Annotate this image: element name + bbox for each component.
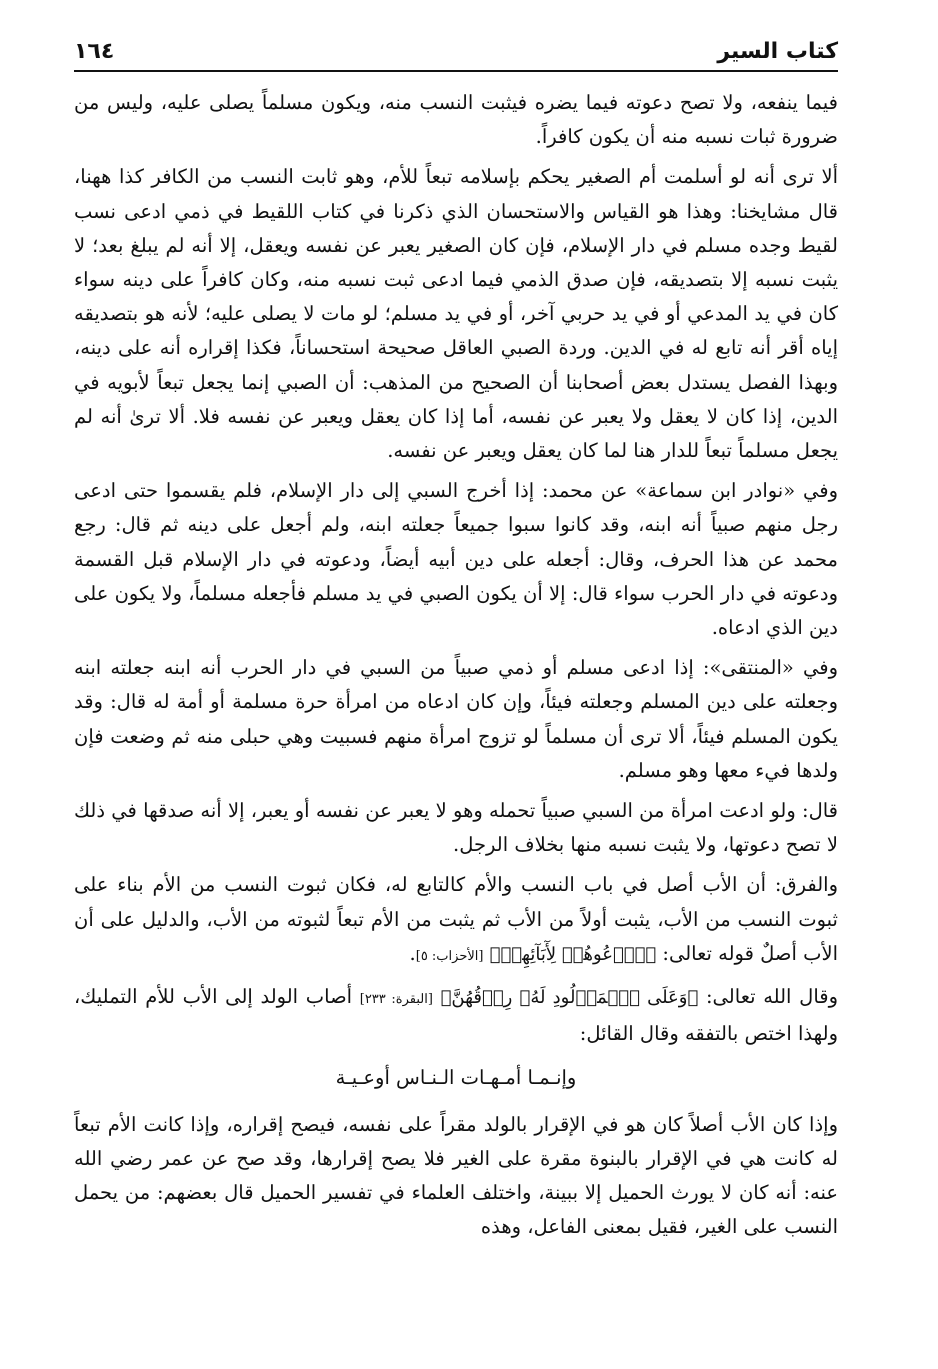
paragraph: فيما ينفعه، ولا تصح دعوته فيما يضره فيثبت النسب منه، ويكون مسلماً يصلى عليه، وليس من ضرورة ثبات نسبه منه أن يكون كافراً. (74, 91, 838, 149)
book-title: كتاب السير (717, 39, 838, 64)
page-body (74, 86, 838, 1251)
paragraph: وفي «المنتقى»: إذا ادعى مسلم أو ذمي صبياً من السبي في دار الحرب أنه ابنه جعلته ابنه وجعلته على دين المسلم وجعلته فيئاً، وإن كان ادعاه من امرأة حرة مسلمة أو أمة له قال: وقد يكون المسلم فيئاً، ألا ترى أن مسلماً لو تزوج امرأة منهم فسبيت وهي حبلى منه ثم وضعت فإن ولدها فيء معها وهو مسلم. (74, 656, 838, 782)
paragraph-text: أصاب الولد إلى الأب للأم التمليك، ولهذا اختص بالتفقه وقال القائل: (74, 985, 838, 1046)
page-number: ١٦٤ (74, 39, 115, 64)
paragraph: ألا ترى أنه لو أسلمت أم الصغير يحكم بإسلامه تبعاً للأم، وهو ثابت النسب من الكافر كذا ههنا، قال مشايخنا: وهذا هو القياس والاستحسان الذي ذكرنا في كتاب اللقيط في ذمي ادعى نسب لقيط وجده مسلم في دار الإسلام، فإن كان الصغير يعبر عن نفسه ويعقل، إلا أنه لم يبلغ بعد؛ لا يثبت نسبه إلا بتصديقه، فإن صدق الذمي فيما ادعى ثبت نسبه منه، وكان كافراً على دينه سواء كان في يد المدعي أو في يد حربي آخر، أو في يد مسلم؛ لو مات لا يصلى عليه؛ لأنه هو بتصديقه إياه أقر أنه تابع له في الدين. وردة الصبي العاقل صحيحة استحساناً، فكذا إقراره أنه على دينه، وبهذا الفصل يستدل بعض أصحابنا أن الصحيح من المذهب: أن الصبي إنما يجعل تبعاً لأبويه في الدين، إذا كان لا يعقل ولا يعبر عن نفسه، أما إذا كان يعقل ويعبر عن نفسه فلا. ألا ترىٰ أنه لم يجعل مسلماً تبعاً للدار هنا لما كان يعقل ويعبر عن نفسه. (74, 165, 838, 463)
paragraph: وإذا كان الأب أصلاً كان هو في الإقرار بالولد مقراً على نفسه، فيصح إقراره، وإذا كانت الأم تبعاً له كانت هي في الإقرار بالبنوة مقرة على الغير فلا يصح إقرارها، وقد صح عن عمر رضي الله عنه: أنه كان لا يورث الحميل إلا ببينة، واختلف العلماء في تفسير الحميل قال بعضهم: من يحمل النسب على الغير، فقيل بمعنى الفاعل، وهذه (74, 1112, 838, 1239)
paragraph: وفي «نوادر ابن سماعة» عن محمد: إذا أخرج السبي إلى دار الإسلام، فلم يقسموا حتى ادعى رجل منهم صبياً أنه ابنه، وقد كانوا سبوا جميعاً جعلته ابنه، ولم أجعل على دينه ثم قال: رجع محمد عن هذا الحرف، وقال: أجعله على دين أبيه أيضاً، ودعوته في دار الإسلام قبل القسمة ودعوته في دار الحرب سواء قال: إلا أن يكون الصبي في يد مسلم فأجعله مسلماً، ولا يكون على دين الذي ادعاه. (74, 479, 838, 640)
header-rule (74, 70, 838, 72)
poem-line: وإنـمـا أمـهـات الـنـاس أوعـيـة (335, 1066, 577, 1090)
paragraph (74, 980, 838, 1051)
verse-reference: [البقرة: ٢٣٣] (359, 992, 433, 1008)
paragraph: قال: ولو ادعت امرأة من السبي صبياً تحمله وهو لا يعبر عن نفسه أو يعبر، إلا أنه صدقها في ذلك لا تصح دعوتها، ولا يثبت نسبه منها بخلاف الرجل. (74, 799, 838, 857)
quran-verse: ﴿وَعَلَى ٱلۡمَوۡلُودِ لَهُۥ رِزۡقُهُنَّ﴾ (440, 987, 699, 1009)
paragraph-text: وقال الله تعالى: (705, 985, 839, 1009)
paragraph-text: والفرق: أن الأب أصل في باب النسب والأم كالتابع له، فكان ثبوت النسب من الأم بناء على ثبوت النسب من الأب، يثبت أولاً من الأب ثم يثبت من الأم تبعاً لثبوته من الأب، والدليل على أن الأب أصلٌ قوله تعالى: (74, 873, 838, 965)
quran-verse: ﴿ٱدۡعُوهُمۡ لِأٓبَآئِهِمۡ﴾ (489, 943, 657, 965)
verse-reference: [الأحزاب: ٥] (415, 948, 484, 964)
paragraph: والفرق: أن الأب أصل في باب النسب والأم كالتابع له، فكان ثبوت النسب من الأم بناء على ثبوت النسب من الأب، يثبت أولاً من الأب ثم يثبت من الأم تبعاً لثبوته من الأب، والدليل على أن الأب أصلٌ قوله تعالى: ﴿ٱدۡعُوهُمۡ لِأٓبَآئِهِمۡ﴾ [الأحزاب: ٥]. (74, 873, 838, 965)
page-header (74, 30, 838, 64)
